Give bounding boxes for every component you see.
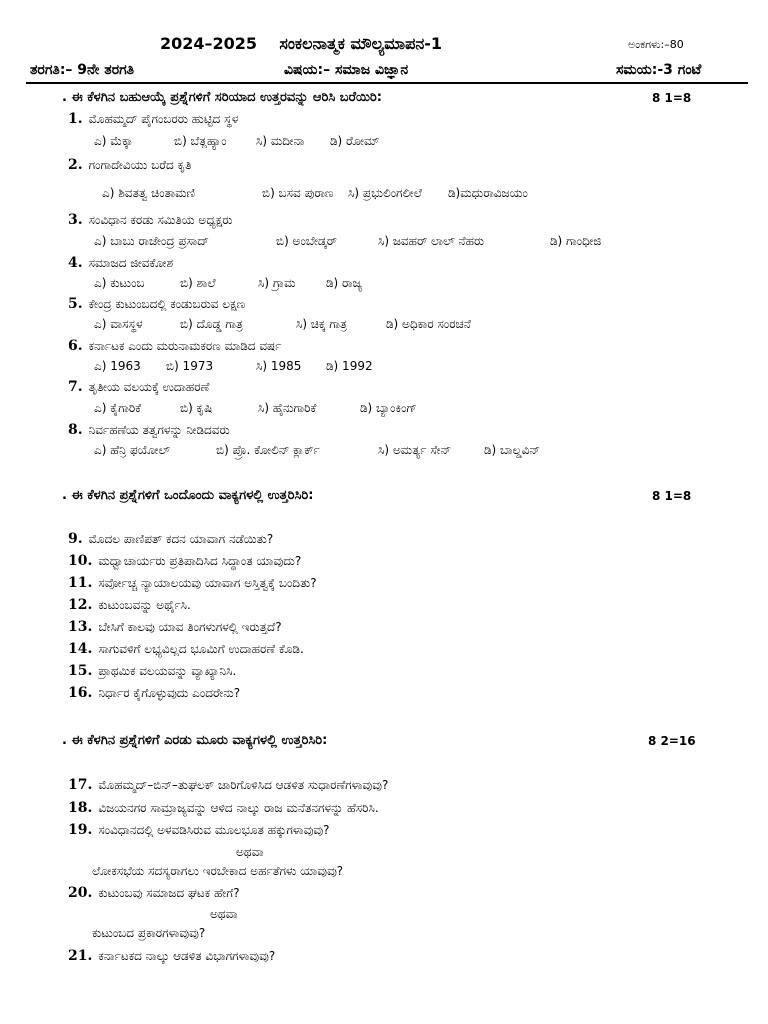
alternate-question: ಲೋಕಸಭೆಯ ಸದಸ್ಯರಾಗಲು ಇರಬೇಕಾದ ಅರ್ಹತೆಗಳು ಯಾವುವು? [92,864,344,878]
option: ಸಿ) ಮದೀನಾ [256,134,305,148]
question-text: ಸಮಾಜದ ಜೀವಕೋಶ [88,256,174,270]
header-rule [26,82,748,84]
question-text: ಸರ್ವೋಚ್ಚ ನ್ಯಾಯಾಲಯವು ಯಾವಾಗ ಅಸ್ತಿತ್ವಕ್ಕೆ ಬಂದಿತು? [98,576,317,590]
question-number: 14. [68,641,93,657]
question [68,685,240,701]
question [68,553,301,569]
section-marks: 8 1=8 [652,489,692,503]
option: ಡಿ) ಬ್ಯಾಂಕಿಂಗ್ [360,401,417,415]
option: ಬಿ) ಬಸವ ಪುರಾಣ [262,186,334,200]
question [68,597,191,613]
or-label: ಅಥವಾ [210,907,238,921]
question-text: ಕುಟುಂಬವು ಸಮಾಜದ ಘಟಕ ಹೇಗೆ? [98,886,240,900]
question-number: 10. [68,553,93,569]
option: ಬಿ) ಅಂಬೇಡ್ಕರ್ [276,234,337,248]
question-text: ಮಧ್ವಾಚಾರ್ಯರು ಪ್ರತಿಪಾದಿಸಿದ ಸಿದ್ಧಾಂತ ಯಾವುದು? [98,554,302,568]
question-text: ಬೇಸಿಗೆ ಕಾಲವು ಯಾವ ತಿಂಗಳುಗಳಲ್ಲಿ ಇರುತ್ತದೆ? [98,620,282,634]
exam-header-title [160,34,442,54]
question-text: ನಿರ್ವಹಣೆಯ ತತ್ವಗಳನ್ನು ನೀಡಿದವರು [88,423,230,437]
option: ಎ) ಮೆಕ್ಕಾ [94,134,133,148]
section-marks: 8 1=8 [652,91,692,105]
question-text: ಕೇಂದ್ರ ಕುಟುಂಬದಲ್ಲಿ ಕಂಡುಬರುವ ಲಕ್ಷಣ [88,297,246,311]
subject-label: ವಿಷಯ:– ಸಮಾಜ ವಿಜ್ಞಾನ [284,62,409,78]
question-number: 17. [68,777,93,793]
question-number: 20. [68,885,93,901]
question [68,531,273,547]
question-text: ಪ್ರಾಥಮಿಕ ವಲಯವನ್ನು ವ್ಯಾಖ್ಯಾನಿಸಿ. [98,664,237,678]
section-title: . ಈ ಕೆಳಗಿನ ಪ್ರಶ್ನೆಗಳಿಗೆ ಎರಡು ಮೂರು ವಾಕ್ಯಗಳಲ್ಲಿ ಉತ್ತರಿಸಿರಿ: [62,733,328,748]
question-text: ನಿರ್ಧಾರ ಕೈಗೊಳ್ಳುವುದು ಎಂದರೇನು? [98,686,241,700]
question-text: ಗಂಗಾದೇವಿಯು ಬರೆದ ಕೃತಿ [88,158,192,172]
question [68,800,379,816]
question-text: ಮೊಹಮ್ಮದ್ ಪೈಗಂಬರರು ಹುಟ್ಟಿದ ಸ್ಥಳ [88,112,239,126]
option: ಡಿ) ಗಾಂಧೀಜಿ [550,234,602,248]
option: ಡಿ) ಅಧಿಕಾರ ಸಂರಚನೆ [386,317,471,331]
question [68,255,173,271]
question-number: 5. [68,296,83,312]
option: ಡಿ) 1992 [326,359,373,373]
option: ಡಿ) ರೋಮ್ [330,134,380,148]
question-number: 19. [68,822,93,838]
option: ಡಿ) ಬಾಲ್ಡವಿನ್ [484,443,540,457]
question-number: 7. [68,379,83,395]
question-number: 12. [68,597,93,613]
question-text: ಸಾಗುವಳಿಗೆ ಲಭ್ಯವಿಲ್ಲದ ಭೂಮಿಗೆ ಉದಾಹರಣೆ ಕೊಡಿ. [98,642,304,656]
question-number: 2. [68,157,83,173]
option: ಸಿ) 1985 [256,359,302,373]
option: ಸಿ) ಚಿಕ್ಕ ಗಾತ್ರ [296,317,347,331]
section-title: . ಈ ಕೆಳಗಿನ ಬಹುಆಯ್ಕೆ ಪ್ರಶ್ನೆಗಳಿಗೆ ಸರಿಯಾದ ಉತ್ತರವನ್ನು ಆರಿಸಿ ಬರೆಯಿರಿ: [62,90,382,105]
option: ಬಿ) ಬೆತ್ಲಹ್ಯಾಂ [174,134,227,148]
option: ಸಿ) ಗ್ರಾಮ [258,276,296,290]
option: ಸಿ) ಪ್ರಭುಲಿಂಗಲೀಲೆ [348,186,422,200]
question [68,641,304,657]
option: ಡಿ) ರಾಜ್ಯ [326,276,363,290]
question [68,296,245,312]
question-text: ಮೊದಲ ಪಾಣಿಪತ್ ಕದನ ಯಾವಾಗ ನಡೆಯಿತು? [88,532,274,546]
question-text: ಸಂವಿಧಾನದಲ್ಲಿ ಅಳವಡಿಸಿರುವ ಮೂಲಭೂತ ಹಕ್ಕುಗಳಾವುವು? [98,823,330,837]
question [68,575,317,591]
option: ಎ) ಬಾಬು ರಾಜೇಂದ್ರ ಪ್ರಸಾದ್ [94,234,209,248]
question-number: 8. [68,422,83,438]
question-number: 3. [68,212,83,228]
option: ಬಿ) ಶಾಲೆ [180,276,216,290]
question [68,379,209,395]
section-marks: 8 2=16 [648,734,696,748]
option: ಸಿ) ಅಮರ್ತ್ಯ ಸೇನ್ [378,443,452,457]
question-number: 21. [68,948,93,964]
option: ಎ) ಕುಟುಂಬ [94,276,145,290]
option: ಸಿ) ಜವಹರ್ ಲಾಲ್ ನೆಹರು [378,234,485,248]
question-number: 1. [68,111,83,127]
question [68,777,388,793]
question-number: 16. [68,685,93,701]
question-number: 4. [68,255,83,271]
option: ಬಿ) ಕೃಷಿ [180,401,213,415]
option: ಸಿ) ಹೈನುಗಾರಿಕೆ [258,401,317,415]
option: ಎ) ಕೈಗಾರಿಕೆ [94,401,142,415]
question-number: 13. [68,619,93,635]
option: ಡಿ)ಮಧುರಾವಿಜಯಂ [448,186,528,200]
question [68,338,281,354]
question [68,948,275,964]
question-text: ಕರ್ನಾಟಕದ ನಾಲ್ಕು ಆಡಳಿತ ವಿಭಾಗಗಳಾವುವು? [98,949,276,963]
question-text: ಕರ್ನಾಟಕ ಎಂದು ಮರುನಾಮಕರಣ ಮಾಡಿದ ವರ್ಷ [88,339,282,353]
question-text: ಸಂವಿಧಾನ ಕರಡು ಸಮಿತಿಯ ಅಧ್ಯಕ್ಷರು [88,213,233,227]
question-text: ವಿಜಯನಗರ ಸಾಮ್ರಾಜ್ಯವನ್ನು ಆಳಿದ ನಾಲ್ಕು ರಾಜ ಮನೆತನಗಳನ್ನು ಹೆಸರಿಸಿ. [98,801,379,815]
question-number: 6. [68,338,83,354]
exam-title: ಸಂಕಲನಾತ್ಮಕ ಮೌಲ್ಯಮಾಪನ-1 [279,34,442,53]
section-title: . ಈ ಕೆಳಗಿನ ಪ್ರಶ್ನೆಗಳಿಗೆ ಒಂದೊಂದು ವಾಕ್ಯಗಳಲ್ಲಿ ಉತ್ತರಿಸಿರಿ: [62,488,314,503]
question [68,422,230,438]
option: ಎ) ಶಿವತತ್ವ ಚಿಂತಾಮಣಿ [102,186,196,200]
question [68,619,282,635]
question [68,157,192,173]
option: ಬಿ) ದೊಡ್ಡ ಗಾತ್ರ [180,317,243,331]
question [68,111,238,127]
alternate-question: ಕುಟುಂಬದ ಪ್ರಕಾರಗಳಾವುವು? [92,926,206,940]
question-number: 11. [68,575,93,591]
time-label: ಸಮಯ:-3 ಗಂಟೆ [616,62,702,78]
class-label: ತರಗತಿ:– 9ನೇ ತರಗತಿ [30,62,135,78]
question-text: ಕುಟುಂಬವನ್ನು ಅರ್ಥೈಸಿ. [98,598,191,612]
option: ಎ) ವಾಸಸ್ಥಳ [94,317,143,331]
question [68,822,330,838]
question-number: 9. [68,531,83,547]
question-text: ತೃತೀಯ ವಲಯಕ್ಕೆ ಉದಾಹರಣೆ [88,380,210,394]
question-number: 15. [68,663,93,679]
option: ಬಿ) ಪ್ರೊ. ಕೋಲಿನ್ ಕ್ಲಾರ್ಕ್ [216,443,320,457]
academic-year: 2024–2025 [160,34,258,53]
total-marks: ಅಂಕಗಳು:–80 [628,38,684,51]
option: ಎ) 1963 [94,359,141,373]
question [68,212,232,228]
question-number: 18. [68,800,93,816]
question [68,885,240,901]
or-label: ಅಥವಾ [236,845,264,859]
option: ಎ) ಹೆನ್ರಿ ಫಯೋಲ್ [94,443,171,457]
option: ಬಿ) 1973 [166,359,214,373]
question [68,663,236,679]
question-text: ಮೊಹಮ್ಮದ್–ಬಿನ್–ತುಘಲಕ್ ಜಾರಿಗೊಳಿಸಿದ ಆಡಳಿತ ಸುಧಾರಣೆಗಳಾವುವು? [98,778,389,792]
